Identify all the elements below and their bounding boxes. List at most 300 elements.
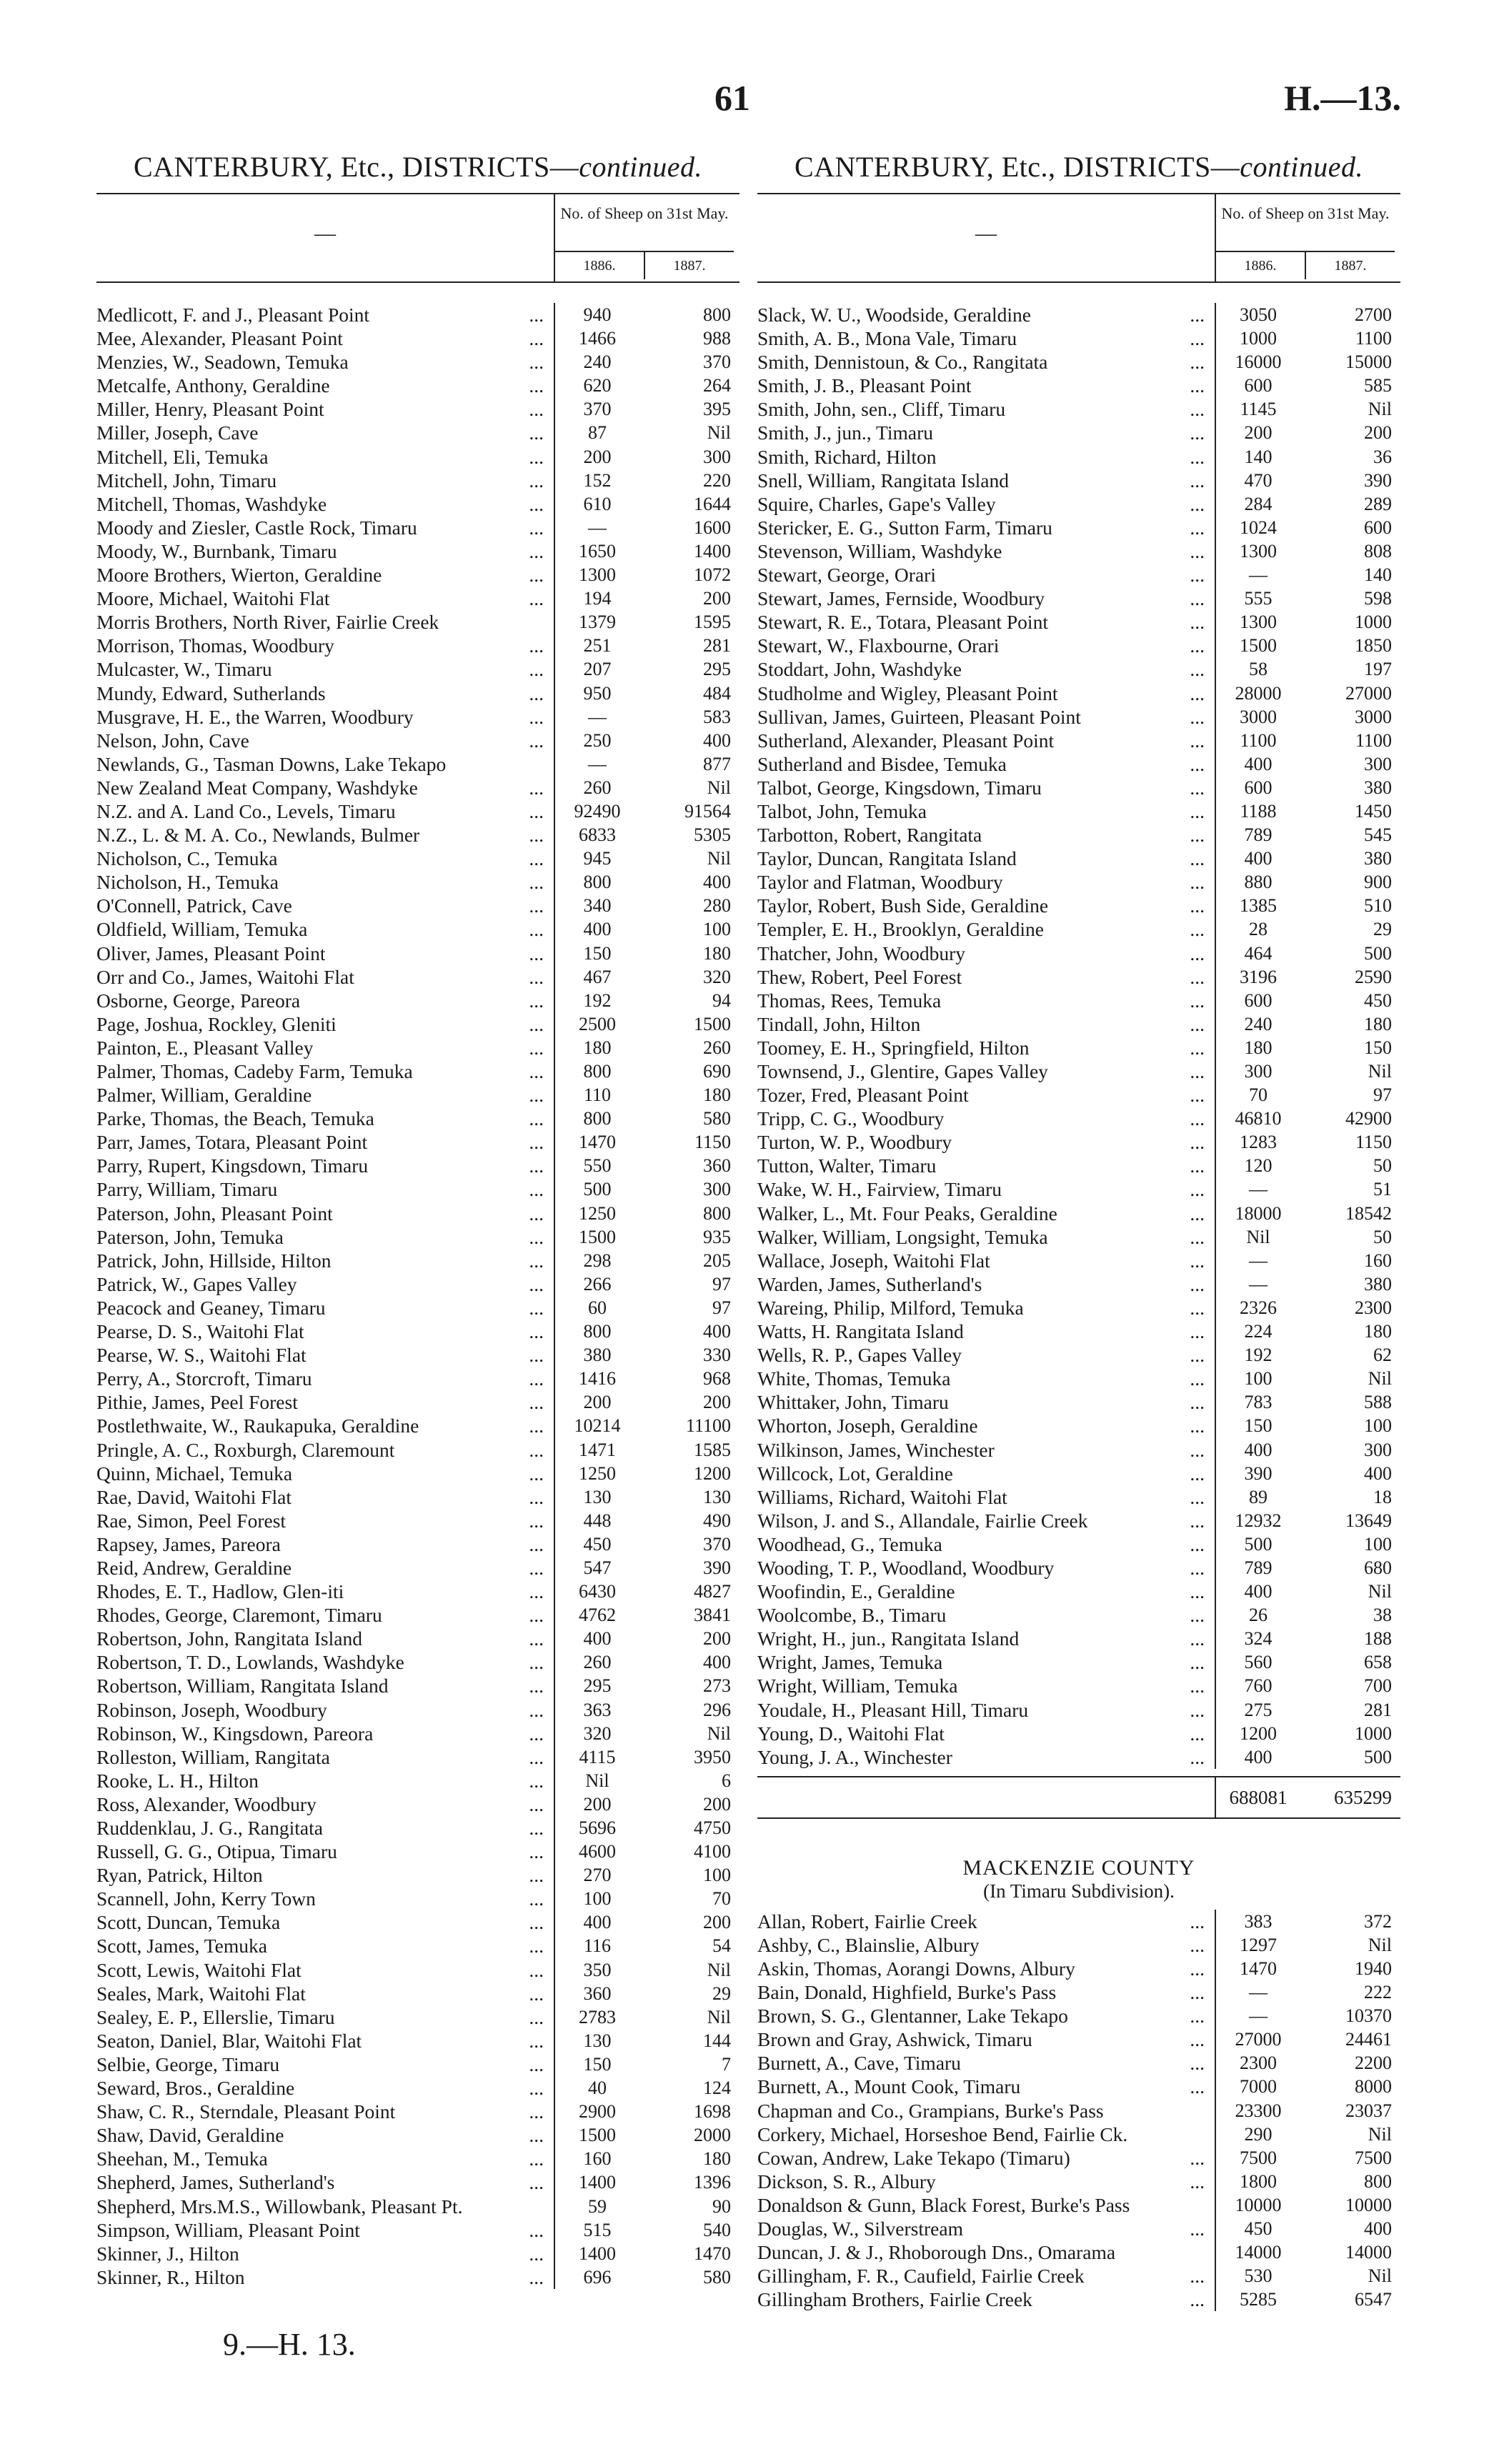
table-row: [96, 1650, 739, 1674]
table-row: [96, 303, 739, 326]
row-leader-dots: ...: [529, 1792, 544, 1815]
table-row: [96, 1509, 739, 1532]
row-leader-dots: ...: [529, 729, 544, 752]
row-name: Sealey, E. P., Ellerslie, Timaru: [96, 2005, 335, 2028]
row-name-cell: [96, 1532, 554, 1556]
row-leader-dots: ...: [529, 824, 544, 847]
table-row: [96, 2100, 739, 2123]
table-row: [757, 1225, 1400, 1249]
row-value-1886: 266: [554, 1272, 639, 1296]
row-name-cell: [757, 397, 1215, 421]
table-row: [96, 823, 739, 847]
table-row: [757, 1627, 1400, 1650]
row-value-1887: 200: [703, 1793, 731, 1815]
table-row: [96, 2265, 739, 2289]
row-name: Bain, Donald, Highfield, Burke's Pass: [757, 1981, 1057, 2004]
row-value-1887: 38: [1373, 1605, 1392, 1626]
row-value-1887: 4827: [694, 1581, 731, 1602]
row-name-cell: [96, 1910, 554, 1934]
table-row: [96, 1462, 739, 1485]
row-leader-dots: ...: [529, 894, 544, 917]
table-row: [757, 1249, 1400, 1272]
row-leader-dots: [446, 752, 554, 776]
row-name-cell: [96, 2195, 554, 2218]
row-value-1887: 180: [1364, 1321, 1392, 1342]
row-value-1887: 2300: [1355, 1297, 1392, 1318]
row-name: Wooding, T. P., Woodland, Woodbury: [757, 1556, 1055, 1579]
table-row: [757, 799, 1400, 823]
row-name: Talbot, John, Temuka: [757, 799, 927, 822]
row-name-cell: [96, 1603, 554, 1627]
row-value-1887: 300: [1364, 753, 1392, 774]
row-value-1887: 900: [1364, 872, 1392, 893]
row-leader-dots: ...: [1190, 1060, 1205, 1082]
row-name-cell: [757, 1745, 1215, 1769]
table-row: [757, 326, 1400, 350]
table-row: [96, 1107, 739, 1130]
row-value-1886: 7500: [1215, 2146, 1300, 2170]
row-value-1886: 500: [1215, 1532, 1300, 1556]
row-name-cell: [757, 2170, 1215, 2193]
row-leader-dots: ...: [529, 1604, 544, 1627]
row-name: Robertson, John, Rangitata Island: [96, 1627, 362, 1650]
row-name: Pithie, James, Peel Forest: [96, 1391, 298, 1414]
row-leader-dots: ...: [529, 1367, 544, 1390]
row-value-1887: 877: [703, 753, 731, 774]
row-leader-dots: ...: [529, 1864, 544, 1887]
row-name-cell: [757, 539, 1215, 563]
row-leader-dots: [1130, 2193, 1215, 2217]
row-value-1887: 180: [703, 942, 731, 964]
row-value-1886: 360: [554, 1982, 639, 2005]
row-name: Toomey, E. H., Springfield, Hilton: [757, 1036, 1030, 1059]
table-row: [757, 1462, 1400, 1485]
row-value-1887: 690: [703, 1061, 731, 1082]
table-row: [757, 1154, 1400, 1177]
row-name-cell: [96, 2265, 554, 2289]
row-value-1886: 600: [1215, 374, 1300, 397]
row-value-1886: 1379: [554, 610, 639, 634]
row-leader-dots: ...: [529, 2265, 544, 2288]
row-name-cell: [96, 1249, 554, 1272]
row-value-1887: 800: [703, 1202, 731, 1224]
row-value-1886: 789: [1215, 823, 1300, 847]
row-name-cell: [757, 610, 1215, 634]
row-name-cell: [757, 2051, 1215, 2075]
row-name: Walker, L., Mt. Four Peaks, Geraldine: [757, 1202, 1057, 1224]
row-leader-dots: ...: [1190, 539, 1205, 562]
row-name: Rolleston, William, Rangitata: [96, 1745, 330, 1768]
row-leader-dots: ...: [1190, 2288, 1205, 2311]
row-value-1886: 340: [554, 894, 639, 917]
table-row: [96, 1982, 739, 2005]
row-name: Stewart, George, Orari: [757, 564, 936, 587]
row-name: Mundy, Edward, Sutherlands: [96, 682, 326, 704]
table-row: [757, 1107, 1400, 1130]
row-name: Donaldson & Gunn, Black Forest, Burke's Pass: [757, 2193, 1130, 2216]
row-value-1887: 588: [1364, 1392, 1392, 1413]
row-name-cell: [757, 1414, 1215, 1437]
table-row: [96, 2242, 739, 2265]
row-leader-dots: ...: [529, 516, 544, 539]
row-value-1887: 400: [703, 729, 731, 751]
table-row: [96, 799, 739, 823]
row-name: N.Z., L. & M. A. Co., Newlands, Bulmer: [96, 824, 420, 847]
row-value-1886: 1500: [554, 2123, 639, 2147]
table-row: [96, 752, 739, 776]
table-row: [96, 610, 739, 634]
row-leader-dots: ...: [1190, 729, 1205, 752]
row-leader-dots: ...: [529, 2171, 544, 2194]
row-value-1886: 284: [1215, 492, 1300, 516]
row-name: Stoddart, John, Washdyke: [757, 658, 962, 681]
row-value-1887: 380: [1364, 848, 1392, 869]
row-name-cell: [757, 823, 1215, 847]
row-leader-dots: ...: [1190, 1344, 1205, 1367]
row-value-1886: 224: [1215, 1320, 1300, 1343]
row-name: Woolcombe, B., Timaru: [757, 1604, 947, 1627]
table-row: [96, 1698, 739, 1722]
row-name-cell: [96, 1485, 554, 1509]
row-value-1887: 540: [703, 2219, 731, 2240]
row-value-1886: 300: [1215, 1059, 1300, 1083]
row-leader-dots: ...: [1190, 1933, 1205, 1956]
table-row: [757, 1980, 1400, 2004]
row-value-1887: 1400: [694, 540, 731, 562]
row-leader-dots: ...: [1190, 2052, 1205, 2075]
table-row: [96, 942, 739, 965]
row-value-1886: 324: [1215, 1627, 1300, 1650]
row-name: Townsend, J., Glentire, Gapes Valley: [757, 1060, 1048, 1082]
row-name: Postlethwaite, W., Raukapuka, Geraldine: [96, 1415, 419, 1437]
row-value-1887: 370: [703, 351, 731, 373]
row-leader-dots: ...: [529, 1532, 544, 1555]
row-value-1886: 240: [554, 350, 639, 374]
row-name-cell: [757, 776, 1215, 799]
row-value-1887: 580: [703, 1108, 731, 1129]
row-value-1887: 658: [1364, 1652, 1392, 1673]
row-name: Mee, Alexander, Pleasant Point: [96, 327, 343, 350]
table-row: [757, 1556, 1400, 1580]
table-row: [757, 1603, 1400, 1627]
row-value-1886: 2326: [1215, 1296, 1300, 1320]
row-value-1887: 300: [703, 446, 731, 467]
row-name: Rooke, L. H., Hilton: [96, 1769, 259, 1792]
row-name: Wake, W. H., Fairview, Timaru: [757, 1178, 1002, 1201]
row-leader-dots: ...: [529, 2005, 544, 2028]
row-name-cell: [96, 2242, 554, 2265]
row-value-1887: 808: [1364, 540, 1392, 562]
row-name: Tozer, Fred, Pleasant Point: [757, 1084, 969, 1107]
row-leader-dots: ...: [529, 1178, 544, 1201]
row-value-1886: 1416: [554, 1367, 639, 1390]
row-value-1886: 1400: [554, 2170, 639, 2194]
row-value-1886: 400: [1215, 847, 1300, 870]
row-value-1886: 350: [554, 1958, 639, 1982]
row-leader-dots: [1115, 2240, 1215, 2264]
row-name-cell: [96, 965, 554, 989]
row-value-1887: 330: [703, 1345, 731, 1366]
row-name-cell: [96, 729, 554, 752]
row-value-1886: 59: [554, 2195, 639, 2218]
row-name: Thomas, Rees, Temuka: [757, 989, 942, 1012]
row-value-1886: 89: [1215, 1485, 1300, 1509]
table-row: [96, 1249, 739, 1272]
row-value-1886: —: [554, 752, 639, 776]
row-value-1886: 2783: [554, 2005, 639, 2029]
row-value-1886: 1650: [554, 539, 639, 563]
table-row: [757, 2170, 1400, 2193]
row-name-cell: [96, 1722, 554, 1745]
table-row: [96, 917, 739, 941]
table-row: [96, 1414, 739, 1437]
row-leader-dots: ...: [1190, 1698, 1205, 1721]
row-name: Orr and Co., James, Waitohi Flat: [96, 965, 354, 988]
left-title-main: CANTERBURY, Etc., DISTRICTS—: [133, 151, 579, 183]
row-name: Chapman and Co., Grampians, Burke's Pass: [757, 2099, 1104, 2122]
table-row: [757, 1745, 1400, 1769]
row-leader-dots: ...: [529, 1958, 544, 1981]
row-leader-dots: ...: [529, 1556, 544, 1579]
row-value-1887: 1150: [1355, 1132, 1392, 1153]
row-name-cell: [757, 1059, 1215, 1083]
row-value-1887: 400: [703, 1321, 731, 1342]
row-leader-dots: ...: [529, 1272, 544, 1295]
row-name-cell: [757, 1083, 1215, 1107]
row-name: Brown, S. G., Glentanner, Lake Tekapo: [757, 2005, 1068, 2027]
row-value-1886: 1500: [554, 1225, 639, 1249]
row-name: Young, J. A., Winchester: [757, 1745, 952, 1768]
row-name-cell: [757, 847, 1215, 870]
row-name: Skinner, R., Hilton: [96, 2265, 245, 2288]
row-value-1886: 1300: [1215, 610, 1300, 634]
row-name-cell: [96, 2218, 554, 2242]
row-name-cell: [96, 847, 554, 870]
row-name: Woofindin, E., Geraldine: [757, 1580, 955, 1603]
row-name-cell: [96, 1036, 554, 1059]
row-leader-dots: ...: [529, 682, 544, 704]
row-value-1886: 100: [1215, 1367, 1300, 1390]
row-name: Mitchell, Thomas, Washdyke: [96, 492, 327, 515]
row-name: Scannell, John, Kerry Town: [96, 1887, 316, 1910]
table-row: [757, 2193, 1400, 2217]
row-value-1887: 200: [703, 588, 731, 609]
table-row: [96, 2147, 739, 2170]
table-row: [96, 421, 739, 444]
row-value-1886: 10214: [554, 1414, 639, 1437]
row-name-cell: [757, 1580, 1215, 1603]
row-leader-dots: ...: [529, 351, 544, 374]
row-value-1887: Nil: [707, 777, 731, 798]
row-name-cell: [96, 1769, 554, 1792]
row-name: Scott, Lewis, Waitohi Flat: [96, 1958, 302, 1981]
row-value-1887: 97: [712, 1297, 731, 1318]
row-value-1887: Nil: [1368, 2265, 1392, 2287]
row-name: Peacock and Geaney, Timaru: [96, 1296, 326, 1319]
table-row: [96, 445, 739, 469]
row-value-1886: 200: [554, 1390, 639, 1414]
right-title-main: CANTERBURY, Etc., DISTRICTS—: [794, 151, 1240, 183]
table-row: [757, 1509, 1400, 1532]
right-table-header: [757, 193, 1400, 283]
row-value-1887: 800: [703, 304, 731, 325]
row-leader-dots: ...: [529, 1438, 544, 1461]
row-name-cell: [96, 1934, 554, 1957]
row-name: Skinner, J., Hilton: [96, 2242, 239, 2265]
table-row: [757, 1272, 1400, 1296]
row-value-1887: 180: [1364, 1013, 1392, 1034]
row-name: Wilkinson, James, Winchester: [757, 1438, 995, 1461]
row-name: Snell, William, Rangitata Island: [757, 469, 1010, 492]
row-leader-dots: ...: [1190, 1509, 1205, 1532]
table-row: [757, 374, 1400, 397]
row-name-cell: [757, 326, 1215, 350]
row-value-1887: 280: [703, 895, 731, 917]
row-value-1887: 598: [1364, 588, 1392, 609]
row-value-1887: 62: [1373, 1345, 1392, 1366]
row-leader-dots: ...: [1190, 327, 1205, 350]
row-leader-dots: ...: [529, 564, 544, 587]
row-value-1886: 363: [554, 1698, 639, 1722]
table-row: [96, 1532, 739, 1556]
row-leader-dots: ...: [1190, 1178, 1205, 1201]
row-value-1886: 400: [1215, 1438, 1300, 1462]
table-row: [96, 989, 739, 1012]
row-name: Seales, Mark, Waitohi Flat: [96, 1982, 306, 2005]
row-value-1887: 13649: [1345, 1510, 1392, 1531]
table-row: [96, 2195, 739, 2218]
table-row: [757, 1698, 1400, 1722]
row-name: Ryan, Patrick, Hilton: [96, 1864, 263, 1887]
row-name-cell: [757, 445, 1215, 469]
row-leader-dots: ...: [1190, 516, 1205, 539]
row-leader-dots: ...: [1190, 1675, 1205, 1697]
row-name-cell: [96, 2123, 554, 2147]
row-name: Slack, W. U., Woodside, Geraldine: [757, 304, 1031, 326]
row-name-cell: [96, 1698, 554, 1722]
row-name-cell: [757, 752, 1215, 776]
row-value-1886: 800: [554, 1107, 639, 1130]
row-name: Turton, W. P., Woodbury: [757, 1131, 952, 1154]
row-name-cell: [96, 1840, 554, 1863]
row-name-cell: [757, 303, 1215, 326]
row-value-1886: 1283: [1215, 1130, 1300, 1154]
row-value-1886: 547: [554, 1556, 639, 1580]
row-name-cell: [757, 1910, 1215, 1933]
row-name: Shaw, David, Geraldine: [96, 2124, 284, 2147]
row-value-1887: 1100: [1355, 328, 1392, 349]
table-row: [757, 776, 1400, 799]
table-row: [96, 1343, 739, 1367]
right-header-year-1887: 1887.: [1334, 258, 1367, 274]
row-value-1886: —: [1215, 1177, 1300, 1201]
table-row: [96, 1722, 739, 1745]
row-name-cell: [96, 1225, 554, 1249]
row-value-1886: 120: [1215, 1154, 1300, 1177]
row-leader-dots: ...: [529, 2052, 544, 2075]
row-leader-dots: ...: [529, 989, 544, 1012]
table-row: [757, 1650, 1400, 1674]
row-leader-dots: ...: [1190, 1722, 1205, 1745]
table-row: [96, 1154, 739, 1177]
row-name: Scott, Duncan, Temuka: [96, 1911, 281, 1934]
row-leader-dots: ...: [529, 1840, 544, 1863]
row-name-cell: [96, 1202, 554, 1225]
row-value-1887: 400: [1364, 1462, 1392, 1484]
row-name-cell: [757, 1036, 1215, 1059]
row-name-cell: [757, 1532, 1215, 1556]
row-value-1886: 60: [554, 1296, 639, 1320]
row-name: Scott, James, Temuka: [96, 1935, 267, 1957]
row-leader-dots: ...: [529, 847, 544, 870]
row-name: Mitchell, John, Timaru: [96, 469, 277, 492]
row-value-1887: 1100: [1355, 729, 1392, 751]
row-name-cell: [96, 1059, 554, 1083]
row-value-1886: 1400: [554, 2242, 639, 2265]
left-header-group: [554, 194, 734, 281]
row-leader-dots: [1127, 2123, 1215, 2146]
row-leader-dots: ...: [1190, 2218, 1205, 2240]
table-row: [96, 539, 739, 563]
row-leader-dots: ...: [529, 1320, 544, 1343]
row-value-1886: 383: [1215, 1910, 1300, 1933]
row-name-cell: [96, 1177, 554, 1201]
row-name: Whorton, Joseph, Geraldine: [757, 1415, 978, 1437]
row-leader-dots: ...: [1190, 1627, 1205, 1650]
row-name-cell: [96, 1887, 554, 1910]
row-name-cell: [757, 1933, 1215, 1957]
row-name: Stevenson, William, Washdyke: [757, 539, 1002, 562]
row-value-1886: 290: [1215, 2123, 1300, 2146]
table-row: [757, 2027, 1400, 2051]
row-name-cell: [757, 516, 1215, 539]
row-name: Tripp, C. G., Woodbury: [757, 1107, 945, 1130]
table-row: [96, 1958, 739, 1982]
row-value-1886: 1800: [1215, 2170, 1300, 2193]
table-row: [96, 1863, 739, 1887]
row-name: Palmer, Thomas, Cadeby Farm, Temuka: [96, 1060, 413, 1082]
row-value-1886: 555: [1215, 587, 1300, 610]
row-value-1887: 1850: [1355, 635, 1392, 657]
row-name: Burnett, A., Cave, Timaru: [757, 2052, 961, 2075]
row-leader-dots: ...: [1190, 2146, 1205, 2169]
row-value-1886: 400: [554, 917, 639, 941]
row-name: Robertson, T. D., Lowlands, Washdyke: [96, 1651, 404, 1674]
row-value-1886: 58: [1215, 657, 1300, 681]
row-name: Shepherd, James, Sutherland's: [96, 2171, 335, 2194]
row-name: Allan, Robert, Fairlie Creek: [757, 1910, 977, 1932]
row-value-1887: 180: [703, 1084, 731, 1106]
row-name: Smith, John, sen., Cliff, Timaru: [757, 398, 1006, 421]
row-value-1887: 380: [1364, 777, 1392, 798]
row-leader-dots: ...: [1190, 1296, 1205, 1319]
row-value-1887: 7: [722, 2053, 731, 2075]
row-value-1886: 270: [554, 1863, 639, 1887]
row-leader-dots: ...: [529, 1887, 544, 1910]
row-name-cell: [757, 1957, 1215, 1980]
mackenzie-section-title: MACKENZIE COUNTY: [962, 1855, 1195, 1880]
right-column-title: [757, 150, 1400, 187]
table-row: [757, 657, 1400, 681]
table-row: [757, 563, 1400, 587]
row-leader-dots: ...: [1190, 1485, 1205, 1508]
table-row: [96, 1816, 739, 1840]
left-table-header: [96, 193, 739, 283]
table-row: [757, 1910, 1400, 1933]
table-row: [96, 492, 739, 516]
right-title-continued: continued.: [1240, 151, 1364, 183]
row-name-cell: [757, 1485, 1215, 1509]
